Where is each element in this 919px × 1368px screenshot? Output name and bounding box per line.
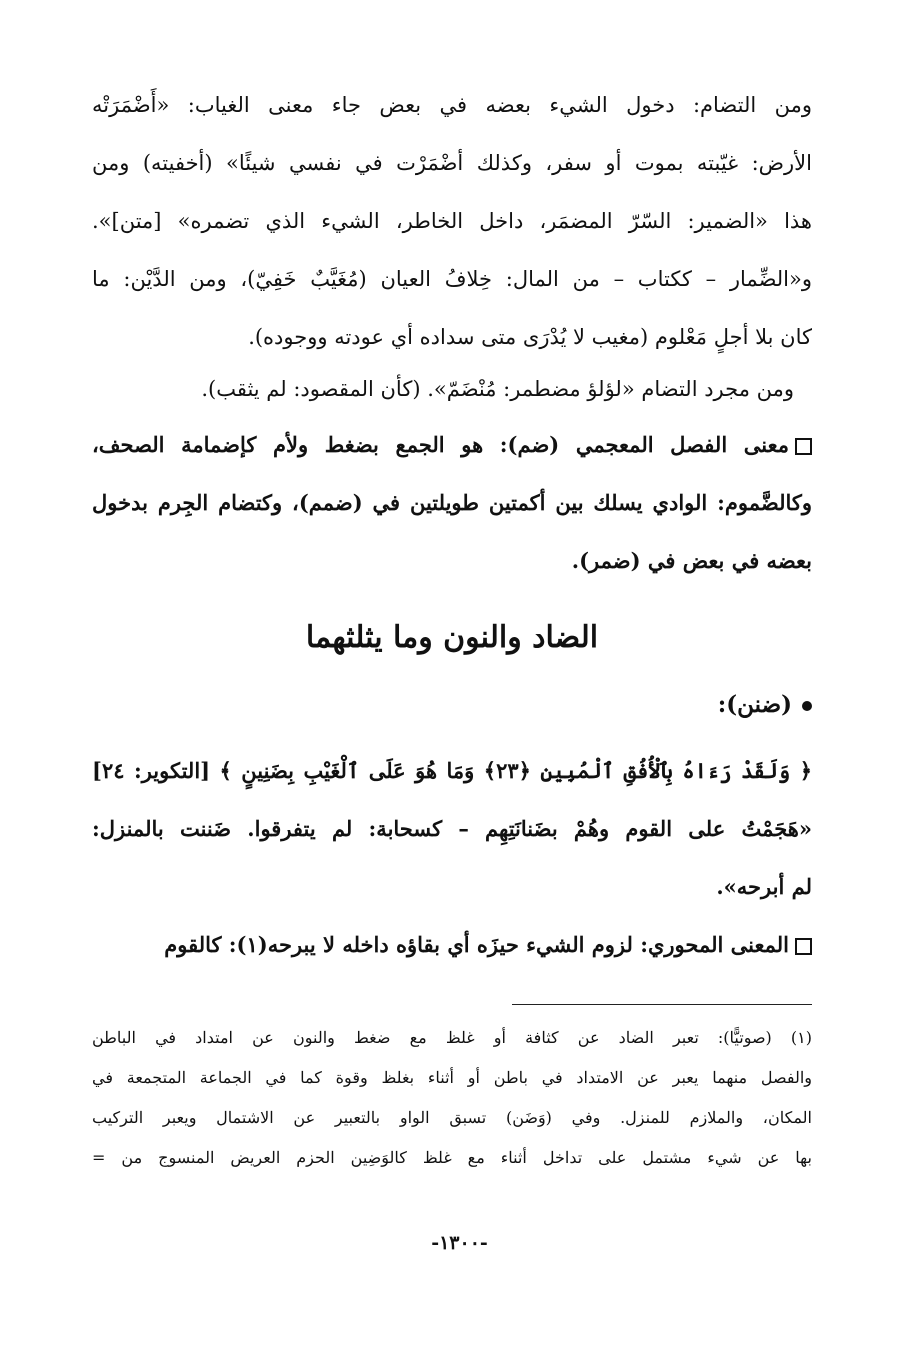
core-meaning-line: المعنى المحوري: لزوم الشيء حيزَه أي بقاؤه داخله لا يبرحه(١): كالقوم bbox=[164, 932, 789, 957]
lexical-meaning-line: معنى الفصل المعجمي (ضم): هو الجمع بضغط ولأم كإضمامة الصحف، bbox=[92, 432, 789, 457]
entry-root-label: (ضنن): bbox=[717, 691, 792, 718]
square-marker-icon bbox=[795, 438, 812, 455]
footnote-line: المكان، والملازم للمنزل. وفي (وَضَن) تسبق الواو بالتعبير عن الاشتمال ويعبر التركيب bbox=[92, 1108, 812, 1127]
footnote-line: والفصل منهما يعبر عن الامتداد في باطن أو أثناء بغلظ وقوة كما في الجماعة المتجمعة في bbox=[92, 1068, 812, 1087]
text-line: كان بلا أجلٍ مَعْلوم (مغيب لا يُدْرَى متى سداده أي عودته ووجوده). bbox=[248, 325, 812, 349]
text-line: هذا «الضمير: السّرّ المضمَر، داخل الخاطر، الشيء الذي تضمره» [متن]». bbox=[92, 209, 812, 233]
text-line bbox=[92, 416, 812, 474]
text-line: و«الضِّمار – ككتاب – من المال: خِلافُ العيان (مُغَيَّبٌ خَفِيّ)، ومن الدَّيْن: ما bbox=[92, 267, 812, 291]
text-line: الأرض: غيّبته بموت أو سفر، وكذلك أضْمَرْت في نفسي شيئًا» (أخفيته) ومن bbox=[92, 151, 812, 175]
bullet-icon bbox=[802, 701, 812, 711]
paragraph-lexical-meaning bbox=[92, 416, 812, 590]
footnote bbox=[92, 1018, 812, 1178]
text-line: بعضه في بعض في (ضمر). bbox=[571, 548, 812, 573]
text-line: ومن مجرد التضام «لؤلؤ مضطمر: مُنْضَمّ». (كأن المقصود: لم يثقب). bbox=[201, 377, 794, 401]
section-heading: الضاد والنون وما يثلثهما bbox=[305, 620, 599, 655]
page-number: -١٣٠٠- bbox=[431, 1232, 488, 1254]
text-line: ومن التضام: دخول الشيء بعضه في بعض جاء معنى الغياب: «أَضْمَرَتْه bbox=[92, 93, 812, 117]
entry-body bbox=[92, 742, 812, 974]
quran-verse: ﴿ وَلَقَدْ رَءَاهُ بِٱلْأُفُقِ ٱلْمُبِينِ ﴿٢٣﴾ وَمَا هُوَ عَلَى ٱلْغَيْبِ بِضَنِينٍ ﴾ [التكوير: ٢٤] bbox=[92, 758, 812, 783]
text-line: لم أبرحه». bbox=[716, 874, 812, 899]
square-marker-icon bbox=[795, 938, 812, 955]
text-line bbox=[92, 916, 812, 974]
paragraph-taddam bbox=[92, 76, 812, 366]
paragraph-mujarrad bbox=[92, 360, 812, 418]
text-line: «هَجَمْتُ على القوم وهُمْ بضَنانَتِهِم – كسحابة: لم يتفرقوا. ضَننت بالمنزل: bbox=[92, 816, 812, 841]
entry-root bbox=[718, 680, 812, 730]
footnote-line: بها عن شيء مشتمل على تداخل أثناء مع غلظ كالوَضِين الحزم العريض المنسوج من = bbox=[92, 1148, 812, 1167]
footnote-separator bbox=[512, 1004, 812, 1005]
footnote-line: (١) (صوتيًّا): تعبر الضاد عن كثافة أو غلظ مع ضغط والنون عن امتداد في الباطن bbox=[92, 1028, 812, 1047]
text-line: وكالضَّموم: الوادي يسلك بين أكمتين طويلتين في (ضمم)، وكتضام الجِرم بدخول bbox=[92, 490, 812, 515]
